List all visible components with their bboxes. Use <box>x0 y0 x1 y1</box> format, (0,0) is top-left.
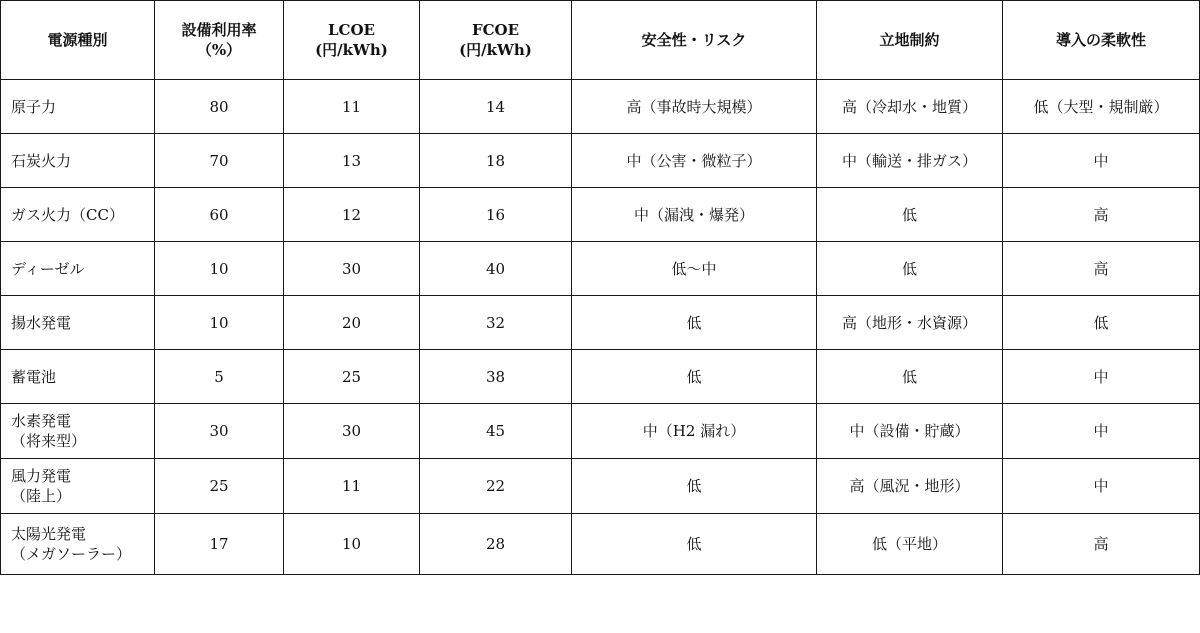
cell-flexibility: 低 <box>1003 296 1200 350</box>
cell-utilization: 17 <box>155 514 284 575</box>
cell-power-type <box>1 459 155 514</box>
cell-lcoe: 20 <box>284 296 420 350</box>
cell-utilization: 60 <box>155 188 284 242</box>
cell-flexibility: 中 <box>1003 404 1200 459</box>
cell-text: 蓄電池 <box>11 367 57 386</box>
cell-siting: 高（風況・地形） <box>817 459 1003 514</box>
header-label: FCOE <box>471 21 520 39</box>
cell-power-type <box>1 296 155 350</box>
cell-utilization: 30 <box>155 404 284 459</box>
cell-power-type <box>1 80 155 134</box>
cell-siting: 中（輸送・排ガス） <box>817 134 1003 188</box>
header-label: 導入の柔軟性 <box>1055 31 1146 49</box>
cell-fcoe: 18 <box>420 134 572 188</box>
header-siting-constraints <box>817 1 1003 80</box>
cell-text: 石炭火力 <box>11 151 72 170</box>
cell-text: 揚水発電 <box>11 313 72 332</box>
cell-siting: 低 <box>817 350 1003 404</box>
cell-siting: 高（冷却水・地質） <box>817 80 1003 134</box>
header-deployment-flexibility <box>1003 1 1200 80</box>
table-header-row <box>1 1 1200 80</box>
cell-flexibility: 中 <box>1003 459 1200 514</box>
table-row <box>1 514 1200 575</box>
cell-fcoe: 14 <box>420 80 572 134</box>
cell-flexibility: 中 <box>1003 350 1200 404</box>
cell-utilization: 80 <box>155 80 284 134</box>
cell-utilization: 70 <box>155 134 284 188</box>
table-row <box>1 296 1200 350</box>
cell-power-type <box>1 350 155 404</box>
cell-text: 原子力 <box>11 97 57 116</box>
cell-power-type <box>1 188 155 242</box>
table-row <box>1 134 1200 188</box>
cell-fcoe: 28 <box>420 514 572 575</box>
cell-text: ガス火力（CC） <box>11 205 124 224</box>
cell-safety: 中（公害・微粒子） <box>572 134 817 188</box>
cell-safety: 低 <box>572 296 817 350</box>
cell-lcoe: 12 <box>284 188 420 242</box>
table-row <box>1 242 1200 296</box>
header-label: LCOE <box>328 21 375 39</box>
cell-siting: 低 <box>817 188 1003 242</box>
cell-power-type <box>1 514 155 575</box>
cell-siting: 低 <box>817 242 1003 296</box>
cell-lcoe: 25 <box>284 350 420 404</box>
cell-lcoe: 13 <box>284 134 420 188</box>
cell-text: 太陽光発電 <box>11 525 87 543</box>
cell-siting: 中（設備・貯蔵） <box>817 404 1003 459</box>
header-utilization <box>155 1 284 80</box>
header-power-type <box>1 1 155 80</box>
cell-utilization: 25 <box>155 459 284 514</box>
table-row <box>1 80 1200 134</box>
cell-flexibility: 高 <box>1003 514 1200 575</box>
cell-safety: 低〜中 <box>572 242 817 296</box>
header-fcoe <box>420 1 572 80</box>
cell-fcoe: 45 <box>420 404 572 459</box>
cell-text: ディーゼル <box>11 259 85 278</box>
cell-safety: 低 <box>572 459 817 514</box>
cell-text: 水素発電 <box>11 412 72 430</box>
header-unit: (円/kWh) <box>315 41 388 59</box>
cell-safety: 低 <box>572 514 817 575</box>
cell-power-type <box>1 134 155 188</box>
cell-subtext: （メガソーラー） <box>11 545 132 563</box>
cell-utilization: 10 <box>155 242 284 296</box>
cell-utilization: 10 <box>155 296 284 350</box>
table-row <box>1 404 1200 459</box>
cell-fcoe: 32 <box>420 296 572 350</box>
cell-flexibility: 高 <box>1003 242 1200 296</box>
cell-fcoe: 40 <box>420 242 572 296</box>
table-row <box>1 188 1200 242</box>
header-unit: （%） <box>196 41 242 59</box>
cell-safety: 中（H2 漏れ） <box>572 404 817 459</box>
cell-power-type <box>1 404 155 459</box>
cell-lcoe: 11 <box>284 459 420 514</box>
header-label: 安全性・リスク <box>641 31 747 49</box>
header-label: 立地制約 <box>879 31 940 49</box>
header-lcoe <box>284 1 420 80</box>
table-row <box>1 350 1200 404</box>
cell-safety: 中（漏洩・爆発） <box>572 188 817 242</box>
cell-lcoe: 10 <box>284 514 420 575</box>
header-label: 設備利用率 <box>181 21 257 39</box>
cell-utilization: 5 <box>155 350 284 404</box>
cell-fcoe: 38 <box>420 350 572 404</box>
cell-flexibility: 高 <box>1003 188 1200 242</box>
cell-siting: 低（平地） <box>817 514 1003 575</box>
cell-lcoe: 30 <box>284 404 420 459</box>
cell-subtext: （将来型） <box>11 432 87 450</box>
cell-flexibility: 低（大型・規制厳） <box>1003 80 1200 134</box>
cell-flexibility: 中 <box>1003 134 1200 188</box>
cell-safety: 高（事故時大規模） <box>572 80 817 134</box>
cell-power-type <box>1 242 155 296</box>
header-label: 電源種別 <box>47 31 108 49</box>
cell-lcoe: 11 <box>284 80 420 134</box>
cell-siting: 高（地形・水資源） <box>817 296 1003 350</box>
cell-lcoe: 30 <box>284 242 420 296</box>
table-row <box>1 459 1200 514</box>
cell-fcoe: 22 <box>420 459 572 514</box>
header-unit: (円/kWh) <box>459 41 532 59</box>
cell-subtext: （陸上） <box>11 487 72 505</box>
cell-text: 風力発電 <box>11 467 72 485</box>
header-safety-risk <box>572 1 817 80</box>
cell-safety: 低 <box>572 350 817 404</box>
cell-fcoe: 16 <box>420 188 572 242</box>
